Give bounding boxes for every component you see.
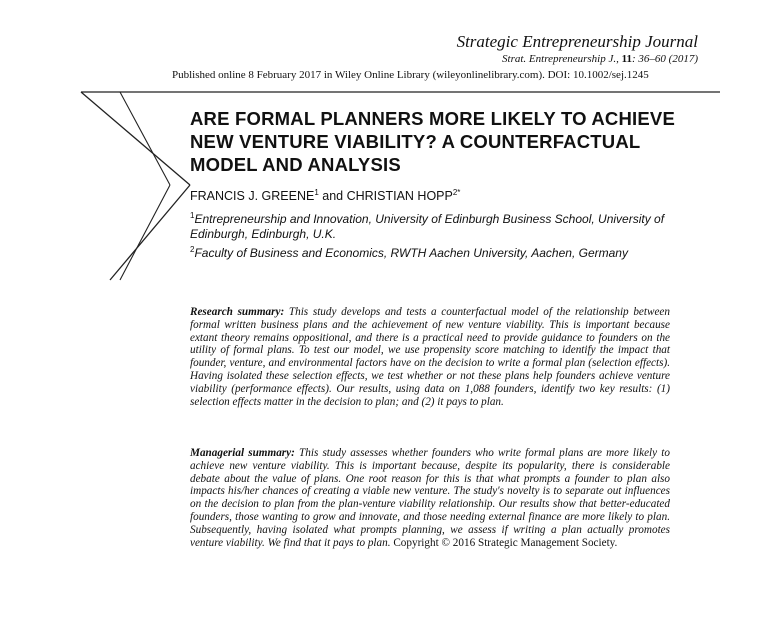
author-name: CHRISTIAN HOPP — [346, 189, 453, 204]
research-summary — [190, 306, 670, 408]
copyright: Copyright © 2016 Strategic Management Society. — [393, 536, 618, 549]
affiliation-text: Entrepreneurship and Innovation, University of Edinburgh Business School, University of Edinburgh, Edinburgh, U.K. — [190, 212, 665, 241]
affiliation-sup: 1 — [190, 211, 195, 220]
published-line: Published online 8 February 2017 in Wiley Online Library (wileyonlinelibrary.com). DOI: 10.1002/sej.1245 — [172, 69, 649, 81]
authors — [190, 188, 460, 203]
citation-volume: 11 — [621, 53, 632, 65]
author-conjunction: and — [318, 189, 347, 204]
citation-prefix: Strat. Entrepreneurship J., — [502, 53, 619, 65]
author-sup: 2* — [452, 188, 461, 197]
research-summary-text: This study develops and tests a counterfactual model of the relationship between formal written business plans and the achievement of new venture viability. This is important because extant theory remains oppositional, and there is a practical need to provide guidance to founders on the utility of formal plans. To test our model, we use propensity score matching to identify the impact that founder, venture, and environmental factors have on the decision to write a formal plan (selection effects). Having isolated these selection effects, we test whether or not these plans help founders achieve venture viability (performance effects). Our results, using data on 1,088 founders, identify two key results: (1) selection effects matter in the decision to plan; and (2) it pays to plan. — [190, 306, 670, 408]
author-sup: 1 — [314, 188, 319, 197]
citation-pages: : 36–60 (2017) — [632, 53, 698, 65]
title-line: MODEL AND ANALYSIS — [190, 154, 401, 175]
paper-title — [190, 107, 710, 176]
managerial-summary-label: Managerial summary: — [190, 447, 295, 459]
affiliation — [190, 208, 670, 242]
affiliation-text: Faculty of Business and Economics, RWTH Aachen University, Aachen, Germany — [194, 246, 628, 260]
affiliations — [190, 208, 670, 261]
managerial-summary — [190, 447, 670, 549]
title-line: ARE FORMAL PLANNERS MORE LIKELY TO ACHIEVE — [190, 108, 676, 129]
research-summary-label: Research summary: — [190, 306, 285, 318]
affiliation-sup: 2 — [190, 245, 195, 254]
author-name: FRANCIS J. GREENE — [190, 189, 315, 204]
title-line: NEW VENTURE VIABILITY? A COUNTERFACTUAL — [190, 131, 641, 152]
managerial-summary-text: This study assesses whether founders who write formal plans are more likely to achieve new venture viability. This is important because, despite its popularity, there is considerable debate about the value of plans. One root reason for this is that what prompts a founder to plan also impacts his/her chances of creating a viable new venture. The study's novelty is to separate out influences on the decision to plan from the plan-venture viability relationship. Our results show that better-educated founders, those wanting to grow and innovate, and those needing external finance are more likely to plan. Subsequently, having isolated what prompts planning, we assess if writing a plan actually promotes venture viability. We find that it pays to plan. — [190, 447, 670, 549]
affiliation — [190, 242, 670, 261]
journal-title: Strategic Entrepreneurship Journal — [456, 32, 698, 51]
